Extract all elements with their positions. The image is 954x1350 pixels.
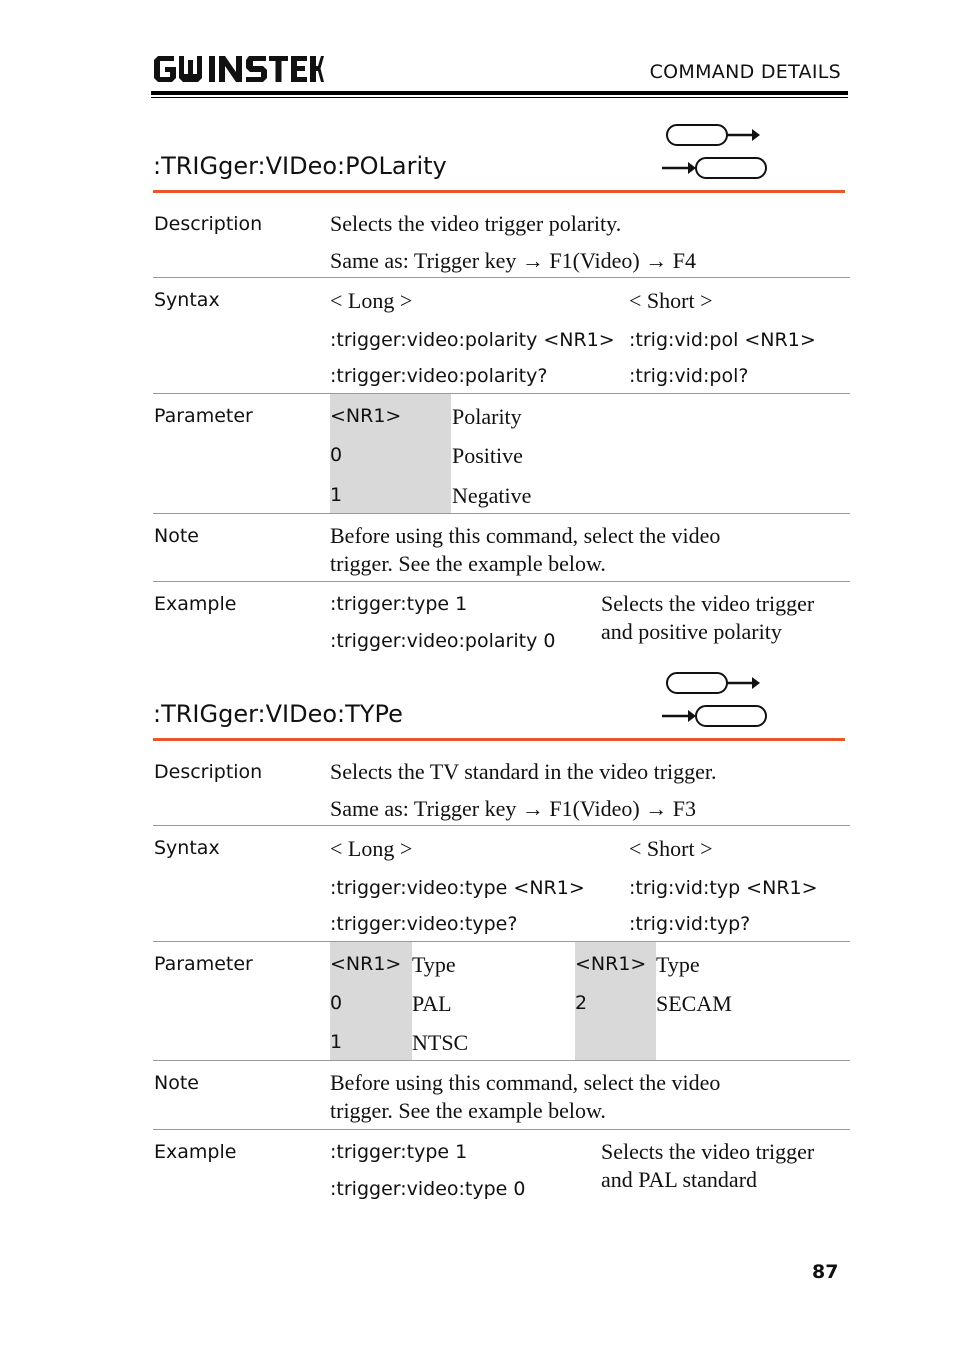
- row-label: Syntax: [154, 289, 220, 311]
- parameter-value: 0: [330, 992, 343, 1014]
- parameter-value: 0: [330, 444, 343, 466]
- header-rule-thick: [151, 91, 848, 95]
- note-row: [153, 1061, 850, 1129]
- note-text: Before using this command, select the video: [330, 1070, 721, 1095]
- row-label: Syntax: [154, 837, 220, 859]
- note-text: trigger. See the example below.: [330, 551, 606, 576]
- description-shortcut: Same as: Trigger key → F1(Video) → F3: [330, 796, 696, 821]
- header-rule-thin: [151, 97, 848, 98]
- parameter-row: [153, 942, 850, 1060]
- parameter-col-header: Type: [412, 952, 456, 977]
- syntax-short-header: < Short >: [629, 836, 713, 861]
- parameter-meaning: NTSC: [412, 1030, 469, 1055]
- header-section-title: COMMAND DETAILS: [649, 61, 841, 83]
- row-label: Description: [154, 761, 263, 783]
- set-query-icon-group: [660, 122, 770, 187]
- example-description: Selects the video trigger: [601, 1139, 815, 1164]
- command-title: :TRIGger:VIDeo:POLarity: [153, 152, 447, 180]
- parameter-col-header: Type: [656, 952, 700, 977]
- command-section-polarity: [153, 120, 850, 670]
- gw-instek-logo-icon: [152, 54, 324, 84]
- parameter-col-header: Polarity: [452, 404, 522, 429]
- brand-logo: [152, 54, 324, 84]
- example-description: Selects the video trigger: [601, 591, 815, 616]
- syntax-row: [153, 278, 850, 393]
- row-label: Example: [154, 593, 237, 615]
- syntax-row: [153, 826, 850, 941]
- set-query-icon-group: [660, 670, 770, 735]
- description-text: Selects the video trigger polarity.: [330, 211, 622, 236]
- syntax-long-header: < Long >: [330, 836, 413, 861]
- syntax-short-set: :trig:vid:pol <NR1>: [629, 329, 816, 351]
- page-number: 87: [812, 1261, 839, 1283]
- command-title: :TRIGger:VIDeo:TYPe: [153, 700, 403, 728]
- example-command: :trigger:type 1: [330, 1141, 468, 1163]
- query-command-icon: [660, 670, 770, 730]
- example-row: [153, 582, 850, 662]
- description-row: [153, 193, 850, 279]
- syntax-short-header: < Short >: [629, 288, 713, 313]
- example-command: :trigger:video:polarity 0: [330, 630, 556, 652]
- parameter-meaning: Positive: [452, 443, 523, 468]
- parameter-meaning: PAL: [412, 991, 452, 1016]
- set-command-icon: [660, 122, 770, 182]
- example-description: and positive polarity: [601, 619, 782, 644]
- row-label: Note: [154, 1072, 199, 1094]
- syntax-short-query: :trig:vid:pol?: [629, 365, 749, 387]
- parameter-row: [153, 394, 850, 513]
- row-label: Parameter: [154, 953, 253, 975]
- example-description: and PAL standard: [601, 1167, 758, 1192]
- row-label: Example: [154, 1141, 237, 1163]
- description-text: Selects the TV standard in the video trigger.: [330, 759, 717, 784]
- syntax-short-set: :trig:vid:typ <NR1>: [629, 877, 818, 899]
- syntax-long-header: < Long >: [330, 288, 413, 313]
- note-row: [153, 514, 850, 581]
- row-label: Description: [154, 213, 263, 235]
- parameter-col-header: <NR1>: [575, 953, 647, 975]
- parameter-value: 1: [330, 484, 343, 506]
- parameter-col-header: <NR1>: [330, 953, 402, 975]
- syntax-short-query: :trig:vid:typ?: [629, 913, 751, 935]
- parameter-value: 2: [575, 992, 588, 1014]
- parameter-col-header: <NR1>: [330, 405, 402, 427]
- syntax-long-set: :trigger:video:type <NR1>: [330, 877, 585, 899]
- description-row: [153, 741, 850, 827]
- description-shortcut: Same as: Trigger key → F1(Video) → F4: [330, 248, 696, 273]
- syntax-long-set: :trigger:video:polarity <NR1>: [330, 329, 615, 351]
- parameter-meaning: Negative: [452, 483, 532, 508]
- parameter-value: 1: [330, 1031, 343, 1053]
- command-section-type: [153, 668, 850, 1228]
- parameter-meaning: SECAM: [656, 991, 732, 1016]
- row-label: Note: [154, 525, 199, 547]
- syntax-long-query: :trigger:video:type?: [330, 913, 518, 935]
- row-label: Parameter: [154, 405, 253, 427]
- example-command: :trigger:video:type 0: [330, 1178, 526, 1200]
- syntax-long-query: :trigger:video:polarity?: [330, 365, 548, 387]
- example-row: [153, 1130, 850, 1210]
- example-command: :trigger:type 1: [330, 593, 468, 615]
- note-text: trigger. See the example below.: [330, 1098, 606, 1123]
- note-text: Before using this command, select the video: [330, 523, 721, 548]
